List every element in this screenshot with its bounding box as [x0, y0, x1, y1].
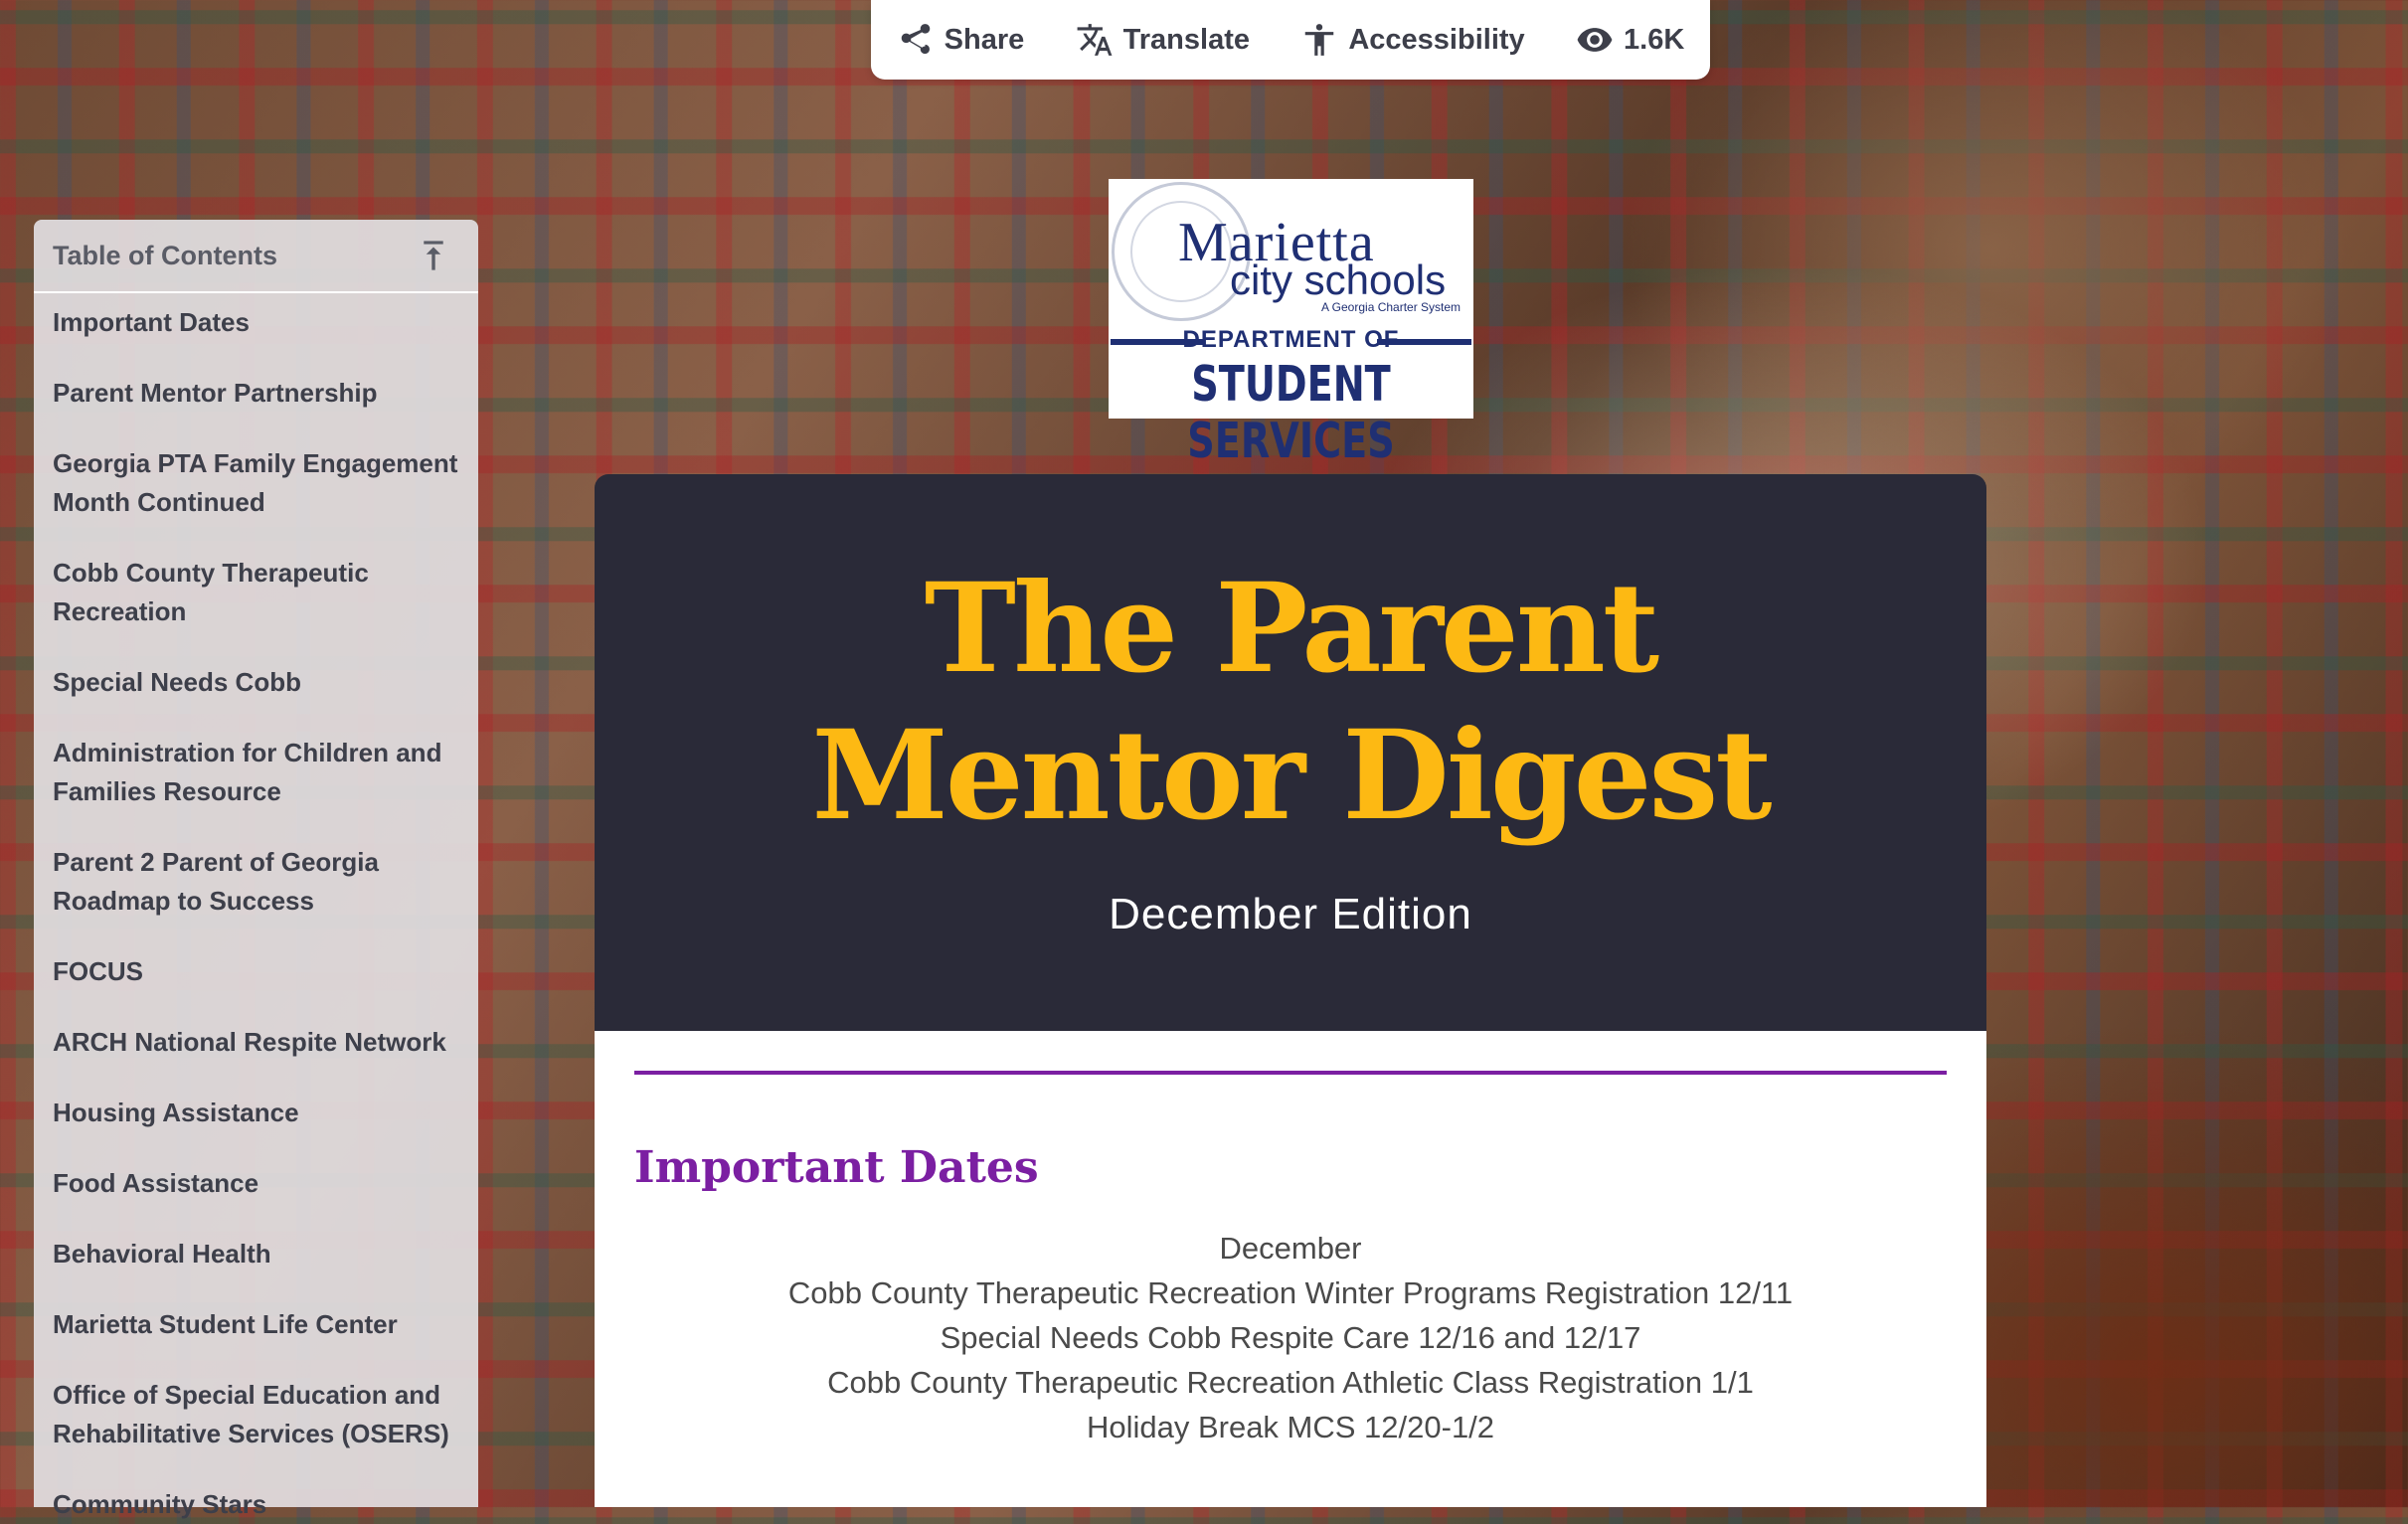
toc-item-special-needs-cobb[interactable]: Special Needs Cobb — [53, 667, 301, 697]
hero-banner — [595, 474, 1986, 1031]
toc-header — [34, 220, 478, 293]
toc-item-community-stars[interactable]: Community Stars — [53, 1489, 267, 1519]
table-of-contents — [34, 220, 478, 1519]
accessibility-label: Accessibility — [1348, 23, 1525, 56]
accessibility-button[interactable] — [1300, 21, 1524, 59]
edition-subtitle: December Edition — [1109, 890, 1472, 938]
important-dates-list — [595, 1226, 1986, 1449]
top-toolbar — [871, 0, 1710, 80]
toc-item-behavioral-health[interactable]: Behavioral Health — [53, 1239, 271, 1269]
date-line: Cobb County Therapeutic Recreation Athletic Class Registration 1/1 — [827, 1365, 1754, 1400]
logo-unit: STUDENT SERVICES — [1187, 356, 1395, 469]
eye-icon — [1576, 21, 1614, 59]
toc-item-georgia-pta[interactable]: Georgia PTA Family Engagement Month Continued — [53, 448, 458, 517]
share-icon — [897, 21, 935, 59]
toc-item-important-dates[interactable]: Important Dates — [53, 307, 250, 337]
logo-department: DEPARTMENT OF — [1182, 326, 1400, 353]
toc-title: Table of Contents — [53, 240, 277, 270]
share-button[interactable] — [897, 21, 1025, 59]
toc-list — [34, 293, 478, 1524]
translate-icon — [1076, 21, 1114, 59]
district-logo — [1109, 179, 1473, 469]
section-heading: Important Dates — [634, 1142, 1039, 1193]
toc-item-focus[interactable]: FOCUS — [53, 956, 143, 986]
view-count-label: 1.6K — [1624, 23, 1685, 56]
date-line: Holiday Break MCS 12/20-1/2 — [1086, 1410, 1495, 1444]
section-divider — [634, 1071, 1947, 1075]
translate-button[interactable] — [1076, 21, 1250, 59]
title-line-2: Mentor Digest — [811, 704, 1770, 848]
toc-item-student-life-center[interactable]: Marietta Student Life Center — [53, 1309, 398, 1339]
toc-item-osers[interactable]: Office of Special Education and Rehabilitative Services (OSERS) — [53, 1380, 449, 1448]
content-card — [595, 1031, 1986, 1507]
date-line: Special Needs Cobb Respite Care 12/16 and 12/17 — [940, 1320, 1641, 1355]
toc-item-cobb-therapeutic-recreation[interactable]: Cobb County Therapeutic Recreation — [53, 558, 369, 626]
collapse-to-top-icon[interactable] — [419, 239, 448, 272]
view-count — [1576, 21, 1684, 59]
logo-line-1: Marietta — [1178, 212, 1375, 273]
toc-item-parent-mentor-partnership[interactable]: Parent Mentor Partnership — [53, 378, 378, 408]
toc-item-arch-respite[interactable]: ARCH National Respite Network — [53, 1027, 446, 1057]
translate-label: Translate — [1122, 23, 1250, 56]
accessibility-icon — [1300, 21, 1338, 59]
newsletter-title — [595, 556, 1986, 850]
toc-item-food-assistance[interactable]: Food Assistance — [53, 1168, 259, 1198]
title-line-1: The Parent — [924, 557, 1657, 701]
logo-tagline: A Georgia Charter System — [1321, 300, 1462, 314]
toc-item-parent-2-parent[interactable]: Parent 2 Parent of Georgia Roadmap to Success — [53, 847, 379, 916]
toc-item-acf-resource[interactable]: Administration for Children and Families Resource — [53, 738, 442, 806]
logo-line-2: city schools — [1230, 256, 1447, 303]
date-line: December — [1219, 1231, 1362, 1266]
date-line: Cobb County Therapeutic Recreation Winter Programs Registration 12/11 — [787, 1275, 1794, 1310]
share-label: Share — [944, 23, 1025, 56]
toc-item-housing-assistance[interactable]: Housing Assistance — [53, 1098, 299, 1127]
